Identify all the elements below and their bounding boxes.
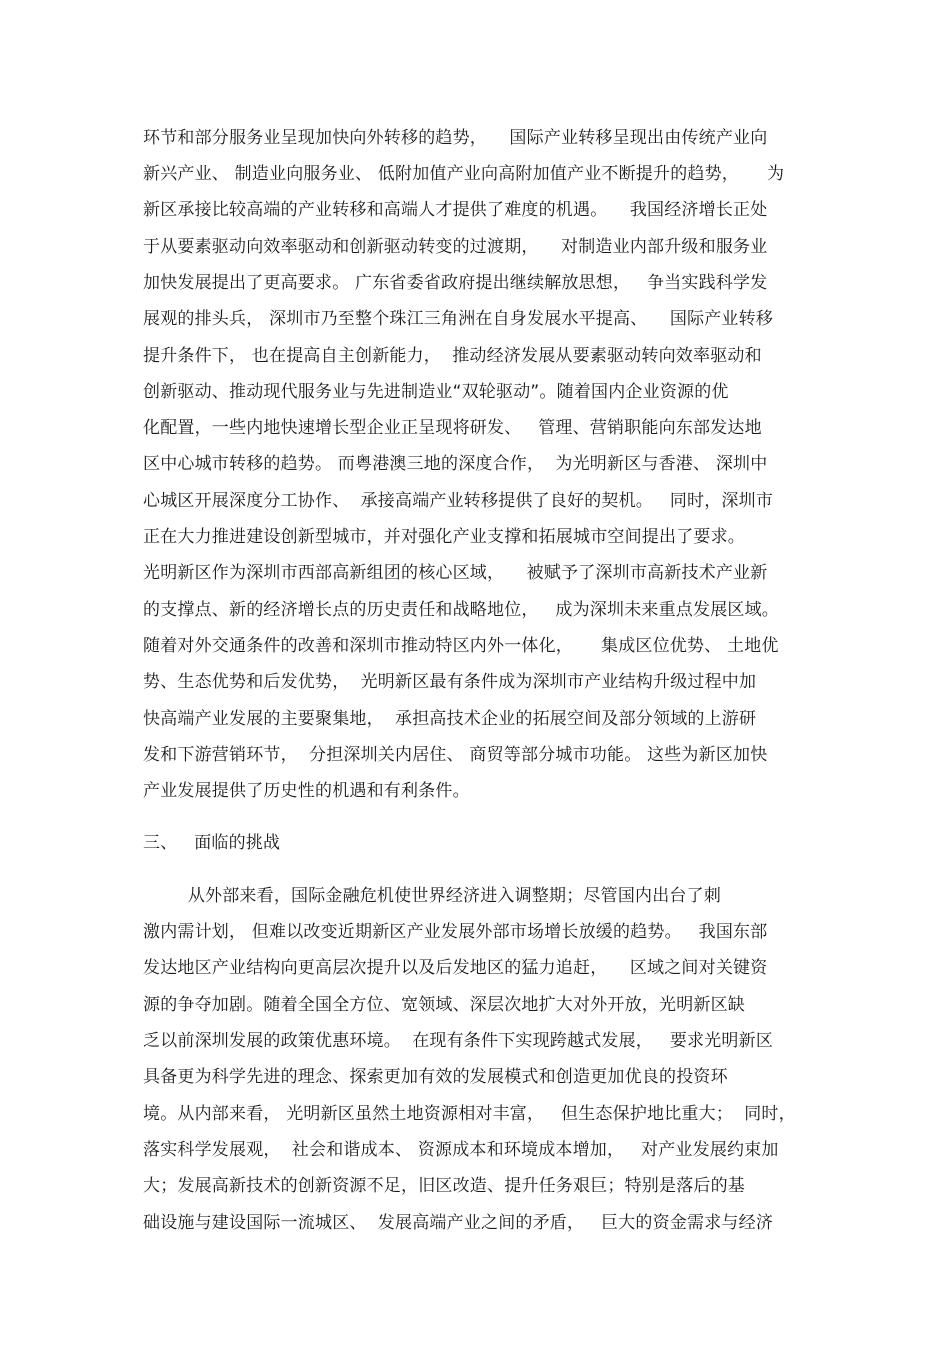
text-line: 发和下游营销环节， 分担深圳关内居住、 商贸等部分城市功能。 这些为新区加快 xyxy=(143,745,768,765)
text-line: 创新驱动、推动现代服务业与先进制造业“双轮驱动”。随着国内企业资源的优 xyxy=(143,382,729,402)
text-line: 源的争夺加剧。随着全国全方位、宽领域、深层次地扩大对外开放，光明新区缺 xyxy=(143,995,745,1015)
text-line: 正在大力推进建设创新型城市，并对强化产业支撑和拓展城市空间提出了要求。 xyxy=(143,527,745,547)
text-line: 从外部来看，国际金融危机使世界经济进入调整期；尽管国内出台了刺 xyxy=(143,886,722,906)
text-line: 化配置，一些内地快速增长型企业正呈现将研发、 管理、营销职能向东部发达地 xyxy=(143,418,762,438)
text-line: 具备更为科学先进的理念、探索更加有效的发展模式和创造更加优良的投资环 xyxy=(143,1067,728,1087)
text-line: 产业发展提供了历史性的机遇和有利条件。 xyxy=(143,781,470,801)
text-line: 随着对外交通条件的改善和深圳市推动特区内外一体化， 集成区位优势、 土地优 xyxy=(143,636,779,656)
text-line: 激内需计划， 但难以改变近期新区产业发展外部市场增长放缓的趋势。 我国东部 xyxy=(143,922,768,942)
text-line: 的支撑点、新的经济增长点的历史责任和战略地位， 成为深圳未来重点发展区域。 xyxy=(143,600,780,620)
text-line: 区中心城市转移的趋势。 而粤港澳三地的深度合作， 为光明新区与香港、 深圳中 xyxy=(143,454,768,474)
text-line: 加快发展提出了更高要求。 广东省委省政府提出继续解放思想， 争当实践科学发 xyxy=(143,273,768,293)
text-line: 新区承接比较高端的产业转移和高端人才提供了难度的机遇。 我国经济增长正处 xyxy=(143,200,768,220)
text-line: 展观的排头兵， 深圳市乃至整个珠江三角洲在自身发展水平提高、 国际产业转移 xyxy=(143,309,774,329)
text-line: 境。从内部来看， 光明新区虽然土地资源相对丰富， 但生态保护地比重大； 同时， xyxy=(143,1104,796,1124)
text-line: 落实科学发展观， 社会和谐成本、 资源成本和环境成本增加， 对产业发展约束加 xyxy=(143,1140,779,1160)
text-line: 光明新区作为深圳市西部高新组团的核心区域， 被赋予了深圳市高新技术产业新 xyxy=(143,563,768,583)
section-heading: 三、 面临的挑战 xyxy=(143,833,281,853)
text-line: 乏以前深圳发展的政策优惠环境。 在现有条件下实现跨越式发展， 要求光明新区 xyxy=(143,1031,774,1051)
text-line: 快高端产业发展的主要聚集地， 承担高技术企业的拓展空间及部分领域的上游研 xyxy=(143,709,757,729)
text-line: 环节和部分服务业呈现加快向外转移的趋势， 国际产业转移呈现出由传统产业向 xyxy=(143,128,768,148)
text-line: 新兴产业、 制造业向服务业、 低附加值产业向高附加值产业不断提升的趋势， 为 xyxy=(143,164,785,184)
text-line: 势、生态优势和后发优势， 光明新区最有条件成为深圳市产业结构升级过程中加 xyxy=(143,672,757,692)
text-line: 础设施与建设国际一流城区、 发展高端产业之间的矛盾， 巨大的资金需求与经济 xyxy=(143,1213,774,1233)
text-line: 发达地区产业结构向更高层次提升以及后发地区的猛力追赶， 区域之间对关键资 xyxy=(143,958,768,978)
text-line: 心城区开展深度分工协作、 承接高端产业转移提供了良好的契机。 同时，深圳市 xyxy=(143,491,774,511)
text-line: 提升条件下， 也在提高自主创新能力， 推动经济发展从要素驱动转向效率驱动和 xyxy=(143,346,762,366)
text-line: 大；发展高新技术的创新资源不足，旧区改造、提升任务艰巨；特别是落后的基 xyxy=(143,1176,745,1196)
text-line: 于从要素驱动向效率驱动和创新驱动转变的过渡期， 对制造业内部升级和服务业 xyxy=(143,237,768,257)
